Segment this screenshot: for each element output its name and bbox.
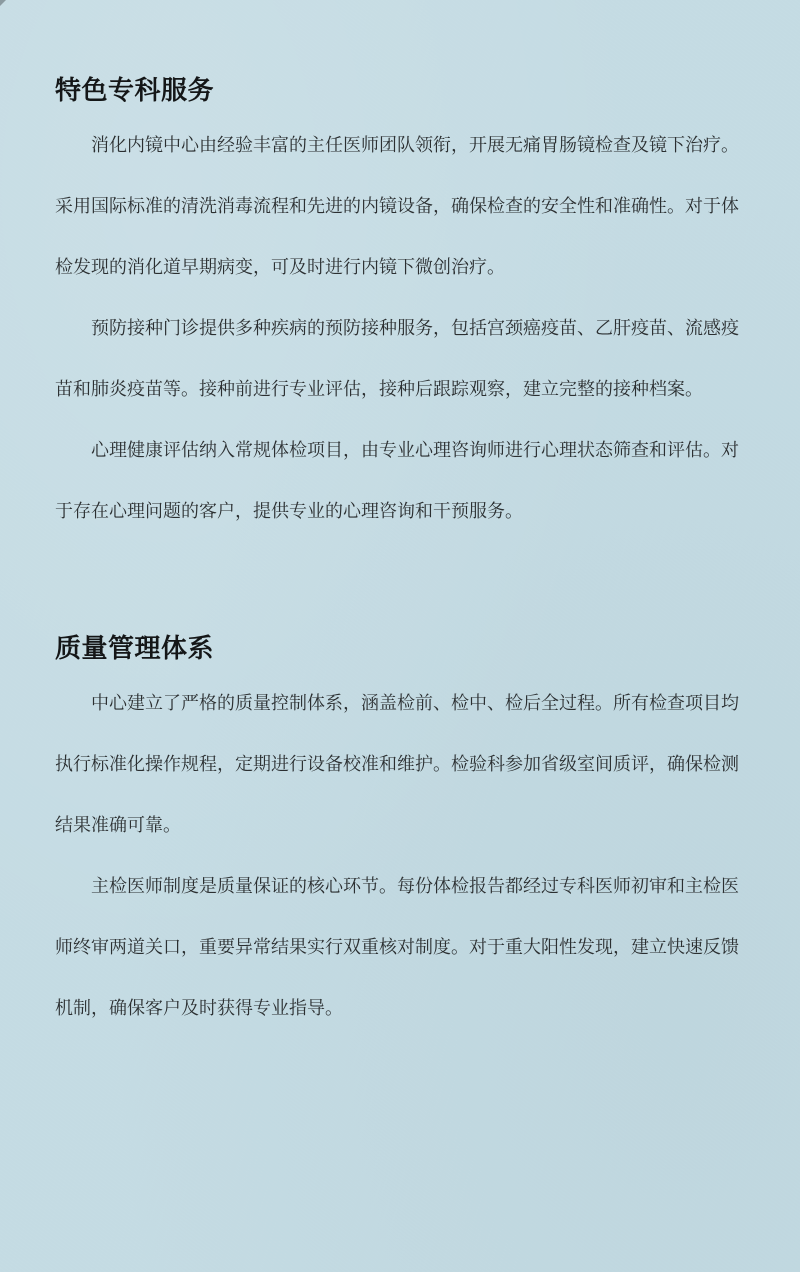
paragraph-chief-physician-system: 主检医师制度是质量保证的核心环节。每份体检报告都经过专科医师初审和主检医师终审两道关口，重要异常结果实行双重核对制度。对于重大阳性发现，建立快速反馈机制，确保客户及时获得专业指导。 bbox=[55, 876, 739, 1019]
section-heading-quality-management: 质量管理体系 bbox=[55, 634, 215, 664]
paper-corner-mark bbox=[0, 0, 6, 6]
section-specialty-services bbox=[55, 70, 745, 542]
section-quality-management bbox=[55, 628, 745, 1039]
paragraph-endoscopy-center: 消化内镜中心由经验丰富的主任医师团队领衔，开展无痛胃肠镜检查及镜下治疗。采用国际标准的清洗消毒流程和先进的内镜设备，确保检查的安全性和准确性。对于体检发现的消化道早期病变，可及时进行内镜下微创治疗。 bbox=[55, 135, 739, 278]
paragraph-vaccination-clinic: 预防接种门诊提供多种疾病的预防接种服务，包括宫颈癌疫苗、乙肝疫苗、流感疫苗和肺炎疫苗等。接种前进行专业评估，接种后跟踪观察，建立完整的接种档案。 bbox=[55, 318, 739, 400]
paragraph-quality-control: 中心建立了严格的质量控制体系，涵盖检前、检中、检后全过程。所有检查项目均执行标准化操作规程，定期进行设备校准和维护。检验科参加省级室间质评，确保检测结果准确可靠。 bbox=[55, 693, 739, 836]
paragraph-mental-health: 心理健康评估纳入常规体检项目，由专业心理咨询师进行心理状态筛查和评估。对于存在心理问题的客户，提供专业的心理咨询和干预服务。 bbox=[55, 440, 739, 522]
section-heading-specialty-services: 特色专科服务 bbox=[55, 76, 215, 106]
